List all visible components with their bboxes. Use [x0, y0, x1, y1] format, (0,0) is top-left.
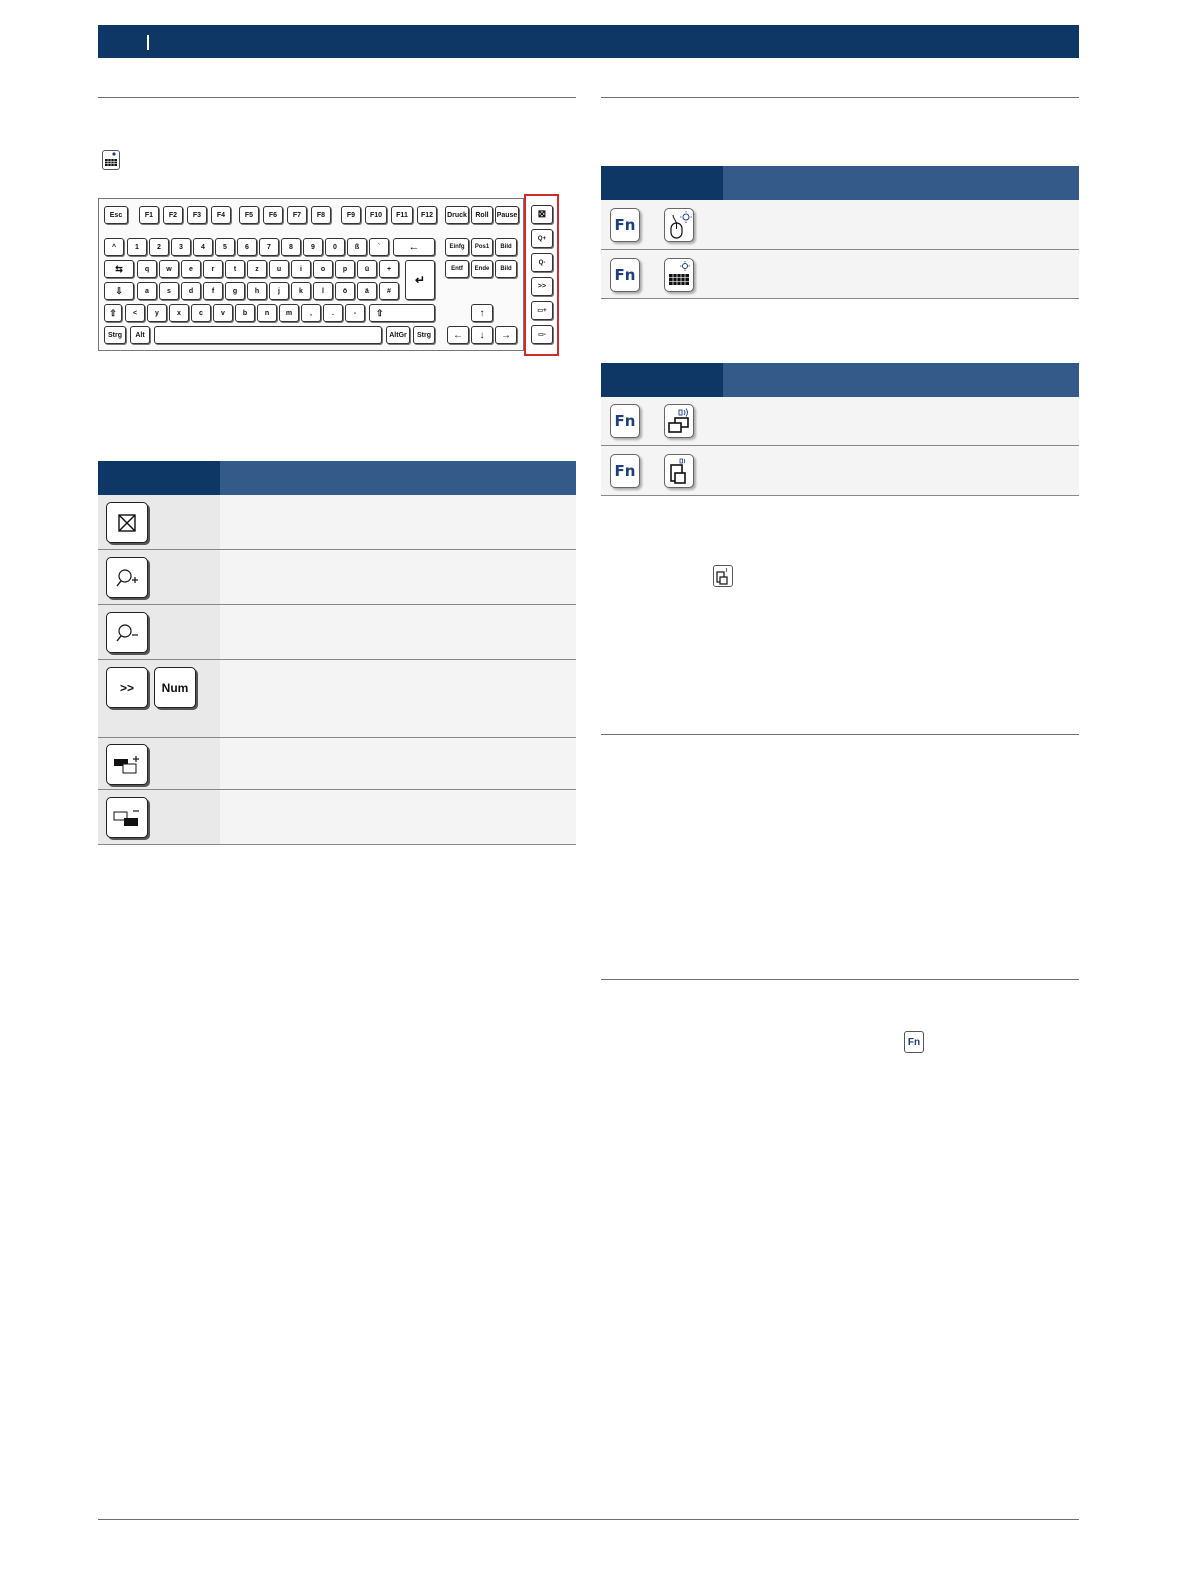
- key-altgr: AltGr: [386, 326, 410, 344]
- fn-key: Fn: [610, 404, 640, 438]
- table-header: [601, 363, 1079, 397]
- table-row: [601, 446, 1079, 496]
- table-row: [601, 200, 1079, 250]
- key-hash: #: [379, 282, 399, 300]
- keyboard-brightness-icon: [664, 258, 694, 292]
- key-f8: F8: [311, 206, 331, 224]
- special-next-key: >>: [531, 277, 553, 296]
- key-pause: Pause: [495, 206, 519, 224]
- key-q: q: [137, 260, 157, 278]
- table-row: [98, 550, 576, 605]
- key-oe: ö: [335, 282, 355, 300]
- key-f6: F6: [263, 206, 283, 224]
- key-alt: Alt: [130, 326, 150, 344]
- key-1: 1: [127, 238, 147, 256]
- key-esc: Esc: [104, 206, 128, 224]
- screens-sound-icon: [664, 404, 694, 438]
- special-keys-table: [98, 461, 576, 845]
- special-close-key: ⊠: [531, 205, 553, 224]
- key-h: h: [247, 282, 267, 300]
- shift-right-key: ⇧: [369, 304, 435, 322]
- device-sound-icon: [664, 454, 694, 488]
- key-z: z: [247, 260, 267, 278]
- key-period: .: [323, 304, 343, 322]
- key-0: 0: [325, 238, 345, 256]
- special-zoom-in-key: Q+: [531, 229, 553, 248]
- special-window-minus-key: ▭-: [531, 325, 553, 344]
- key-x: x: [169, 304, 189, 322]
- key-s: s: [159, 282, 179, 300]
- fn-key: Fn: [610, 258, 640, 292]
- window-plus-key-icon: [106, 744, 148, 785]
- header-separator: [147, 35, 149, 50]
- key-druck: Druck: [445, 206, 469, 224]
- key-ende: Ende: [471, 260, 493, 278]
- special-keys-panel: [524, 194, 559, 356]
- section-rule-right: [601, 97, 1079, 98]
- window-minus-key-icon: [106, 797, 148, 838]
- key-3: 3: [171, 238, 191, 256]
- key-l: l: [313, 282, 333, 300]
- key-6: 6: [237, 238, 257, 256]
- key-minus: -: [345, 304, 365, 322]
- zoom-out-key-icon: [106, 612, 148, 653]
- key-k: k: [291, 282, 311, 300]
- table-header: [601, 166, 1079, 200]
- key-d: d: [181, 282, 201, 300]
- key-plus: +: [379, 260, 399, 278]
- table-row: [98, 495, 576, 550]
- arrow-left-key: ←: [447, 326, 469, 344]
- key-p: p: [335, 260, 355, 278]
- table-row: [601, 397, 1079, 446]
- footer-rule: [98, 1519, 1079, 1520]
- key-sz: ß: [347, 238, 367, 256]
- key-f1: F1: [139, 206, 159, 224]
- key-f3: F3: [187, 206, 207, 224]
- table-row: [98, 738, 576, 790]
- key-strg-right: Strg: [413, 326, 435, 344]
- key-pos1: Pos1: [471, 238, 493, 256]
- table-row: [98, 660, 576, 738]
- section-rule-right-2: [601, 734, 1079, 735]
- backspace-key: ←: [393, 238, 435, 256]
- mouse-brightness-icon: [664, 208, 694, 242]
- key-a: a: [137, 282, 157, 300]
- shift-left-key: ⇧: [104, 304, 122, 322]
- key-4: 4: [193, 238, 213, 256]
- key-ue: ü: [357, 260, 377, 278]
- key-j: j: [269, 282, 289, 300]
- enter-key: ↵: [405, 260, 435, 300]
- key-b: b: [235, 304, 255, 322]
- key-5: 5: [215, 238, 235, 256]
- key-f7: F7: [287, 206, 307, 224]
- special-zoom-out-key: Q-: [531, 253, 553, 272]
- key-w: w: [159, 260, 179, 278]
- table-header: [98, 461, 576, 495]
- key-n: n: [257, 304, 277, 322]
- key-backtick: `: [369, 238, 389, 256]
- key-2: 2: [149, 238, 169, 256]
- table-row: [98, 605, 576, 660]
- key-m: m: [279, 304, 299, 322]
- section-rule-left: [98, 97, 576, 98]
- arrow-right-key: →: [495, 326, 517, 344]
- key-c: c: [191, 304, 211, 322]
- key-f: f: [203, 282, 223, 300]
- header-bar: [98, 25, 1079, 58]
- fn-key-icon: Fn: [904, 1031, 924, 1053]
- key-7: 7: [259, 238, 279, 256]
- key-f2: F2: [163, 206, 183, 224]
- key-f11: F11: [391, 206, 413, 224]
- key-t: t: [225, 260, 245, 278]
- key-8: 8: [281, 238, 301, 256]
- fn-sound-table: [601, 363, 1079, 496]
- key-caret: ^: [104, 238, 124, 256]
- key-f12: F12: [417, 206, 437, 224]
- key-f5: F5: [239, 206, 259, 224]
- key-g: g: [225, 282, 245, 300]
- key-y: y: [147, 304, 167, 322]
- device-sound-icon: [713, 565, 733, 587]
- key-f4: F4: [211, 206, 231, 224]
- keyboard-icon: [102, 150, 120, 170]
- table-row: [601, 250, 1079, 299]
- key-bild-down: Bild: [495, 260, 517, 278]
- arrow-up-key: ↑: [471, 304, 493, 322]
- fn-brightness-table: [601, 166, 1079, 299]
- caps-key: ⇩: [104, 282, 134, 300]
- table-row: [98, 790, 576, 845]
- key-v: v: [213, 304, 233, 322]
- next-key: >>: [106, 667, 148, 708]
- num-key: Num: [154, 667, 196, 708]
- key-o: o: [313, 260, 333, 278]
- key-entf: Entf: [445, 260, 469, 278]
- key-f9: F9: [341, 206, 361, 224]
- key-9: 9: [303, 238, 323, 256]
- zoom-in-key-icon: [106, 557, 148, 598]
- keyboard-diagram: [98, 198, 524, 351]
- key-i: i: [291, 260, 311, 278]
- key-strg-left: Strg: [104, 326, 126, 344]
- key-ae: ä: [357, 282, 377, 300]
- close-key-icon: [106, 502, 148, 543]
- key-bild-up: Bild: [495, 238, 517, 256]
- key-less: <: [125, 304, 145, 322]
- arrow-down-key: ↓: [471, 326, 493, 344]
- key-r: r: [203, 260, 223, 278]
- key-f10: F10: [365, 206, 387, 224]
- fn-key: Fn: [610, 208, 640, 242]
- key-roll: Roll: [471, 206, 493, 224]
- key-einfg: Einfg: [445, 238, 469, 256]
- section-rule-right-3: [601, 979, 1079, 980]
- key-e: e: [181, 260, 201, 278]
- tab-key: ⇆: [104, 260, 134, 278]
- key-u: u: [269, 260, 289, 278]
- special-window-plus-key: ▭+: [531, 301, 553, 320]
- key-comma: ,: [301, 304, 321, 322]
- space-key: [154, 326, 382, 344]
- fn-key: Fn: [610, 454, 640, 488]
